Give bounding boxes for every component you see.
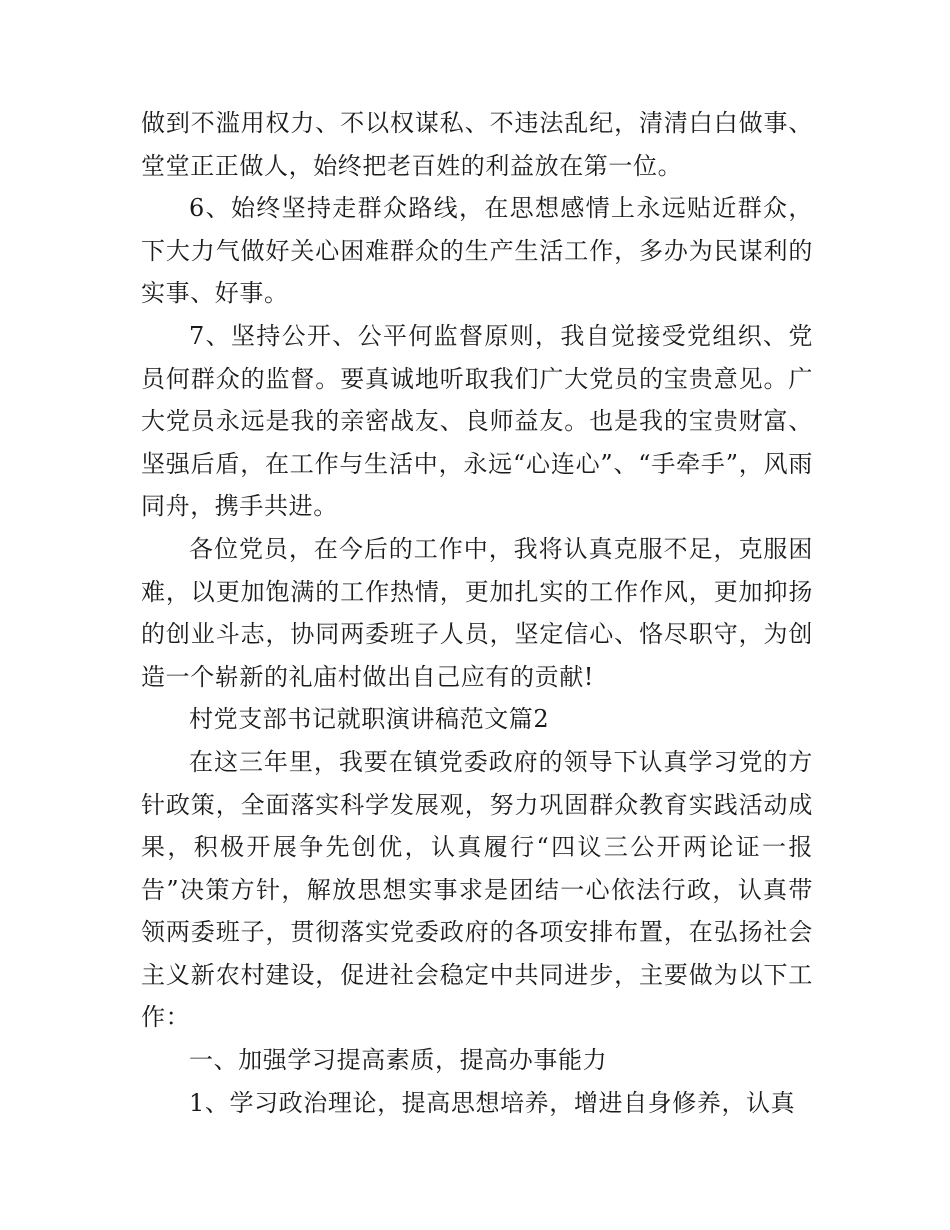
subsection-heading: 一、加强学习提高素质，提高办事能力 [189, 1046, 608, 1075]
paragraph-closing: 各位党员，在今后的工作中，我将认真克服不足，克服困难，以更加饱满的工作热情，更加扎实的工作作风，更加抑扬的创业斗志，协同两委班子人员，坚定信心、恪尽职守，为创造一个崭新的礼庙村做出自己应有的贡献! [141, 534, 813, 691]
paragraph-item-6: 6、始终坚持走群众路线，在思想感情上永远贴近群众，下大力气做好关心困难群众的生产生活工作，多办为民谋利的实事、好事。 [141, 194, 813, 308]
paragraph-item-1: 1、学习政治理论，提高思想培养，增进自身修养，认真 [189, 1088, 796, 1117]
document-body [141, 102, 813, 1124]
section-title: 村党支部书记就职演讲稿范文篇2 [189, 705, 550, 734]
paragraph-continuation: 做到不滥用权力、不以权谋私、不违法乱纪，清清白白做事、堂堂正正做人，始终把老百姓的利益放在第一位。 [141, 109, 813, 180]
paragraph-item-7: 7、坚持公开、公平何监督原则，我自觉接受党组织、党员何群众的监督。要真诚地听取我们广大党员的宝贵意见。广大党员永远是我的亲密战友、良师益友。也是我的宝贵财富、坚强后盾，在工作与生活中，永远“心连心”、“手牵手”，风雨同舟，携手共进。 [141, 321, 813, 521]
paragraph-intro: 在这三年里，我要在镇党委政府的领导下认真学习党的方针政策，全面落实科学发展观，努力巩固群众教育实践活动成果，积极开展争先创优，认真履行“四议三公开两论证一报告”决策方针，解放思想实事求是团结一心依法行政，认真带领两委班子，贯彻落实党委政府的各项安排布置，在弘扬社会主义新农村建设，促进社会稳定中共同进步，主要做为以下工作： [141, 747, 813, 1032]
